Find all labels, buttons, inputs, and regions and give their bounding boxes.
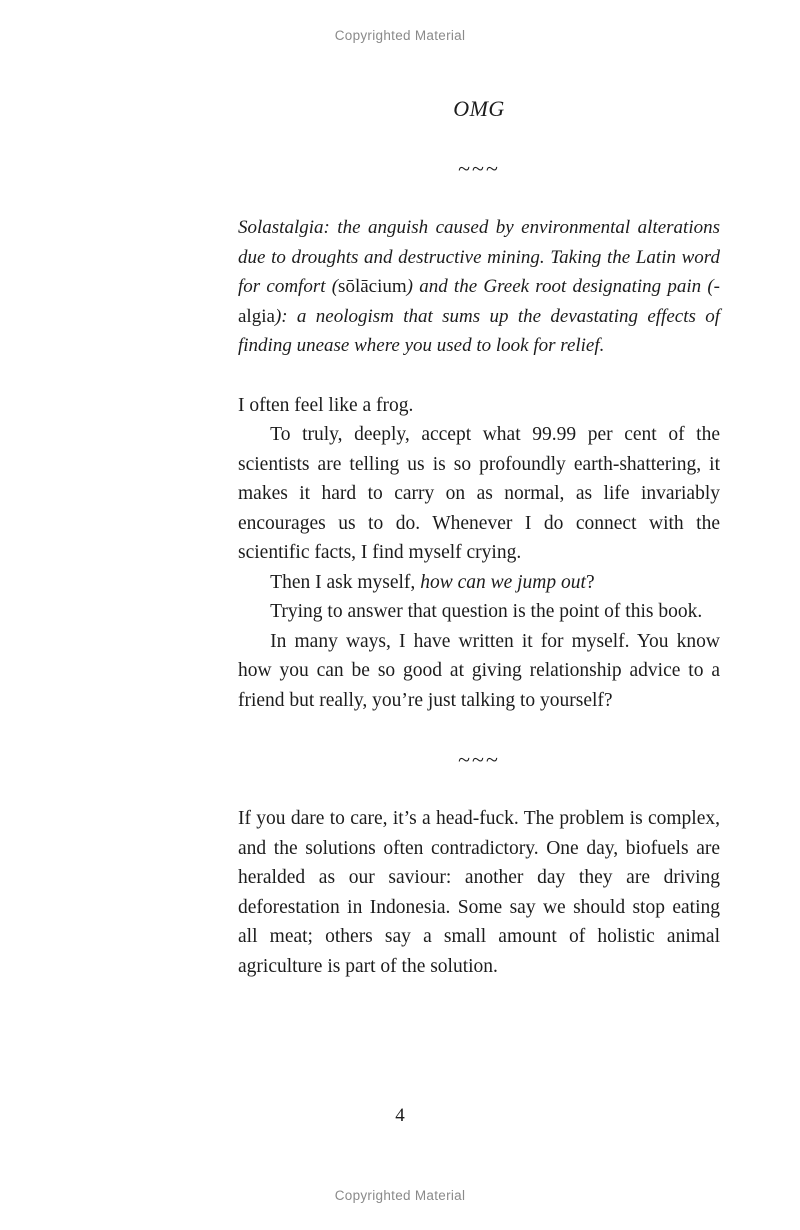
body-section-1 [238,391,720,716]
paragraph-segment-italic: how can we jump out [420,571,586,593]
body-paragraph: To truly, deeply, accept what 99.99 per cent of the scientists are telling us is so profoundly earth-shattering, it makes it hard to carry on as normal, as life invariably encourages us to do. Whenever I do connect with the scientific facts, I find myself crying. [238,424,720,563]
book-page-content [238,96,720,981]
section-separator: ~~~ [458,156,500,181]
body-paragraph: If you dare to care, it’s a head-fuck. The problem is complex, and the solutions often contradictory. One day, biofuels are heralded as our saviour: another day they are driving deforestation in Indonesia. Some say we should stop eating all meat; others say a small amount of holistic animal agriculture is part of the solution. [238,808,720,977]
copyright-notice-top: Copyrighted Material [334,28,466,43]
body-paragraph: In many ways, I have written it for myself. You know how you can be so good at giving relationship advice to a friend but really, you’re just talking to yourself? [238,630,720,711]
paragraph-segment: ? [585,571,595,593]
chapter-title: OMG [453,96,505,121]
epigraph [238,213,720,361]
body-paragraph [238,568,720,598]
epigraph-segment-roman: -algia [238,276,720,327]
epigraph-segment: ) and the Greek root designating pain ( [406,276,714,297]
body-paragraph: Trying to answer that question is the point of this book. [270,601,703,622]
epigraph-segment: Solastalgia: the anguish caused by environmental alterations due to droughts and destructive mining. Taking the Latin word for comfort ( [238,217,720,297]
body-section-2 [238,804,720,981]
paragraph-segment: Then I ask myself, [270,571,421,593]
section-separator: ~~~ [458,747,500,772]
page-number: 4 [395,1105,405,1126]
epigraph-segment: ): a neologism that sums up the devastating effects of finding unease where you used to look for relief. [238,305,720,356]
body-paragraph: I often feel like a frog. [238,394,414,416]
copyright-notice-bottom: Copyrighted Material [334,1188,466,1203]
epigraph-segment-roman: sōlācium [338,276,407,297]
